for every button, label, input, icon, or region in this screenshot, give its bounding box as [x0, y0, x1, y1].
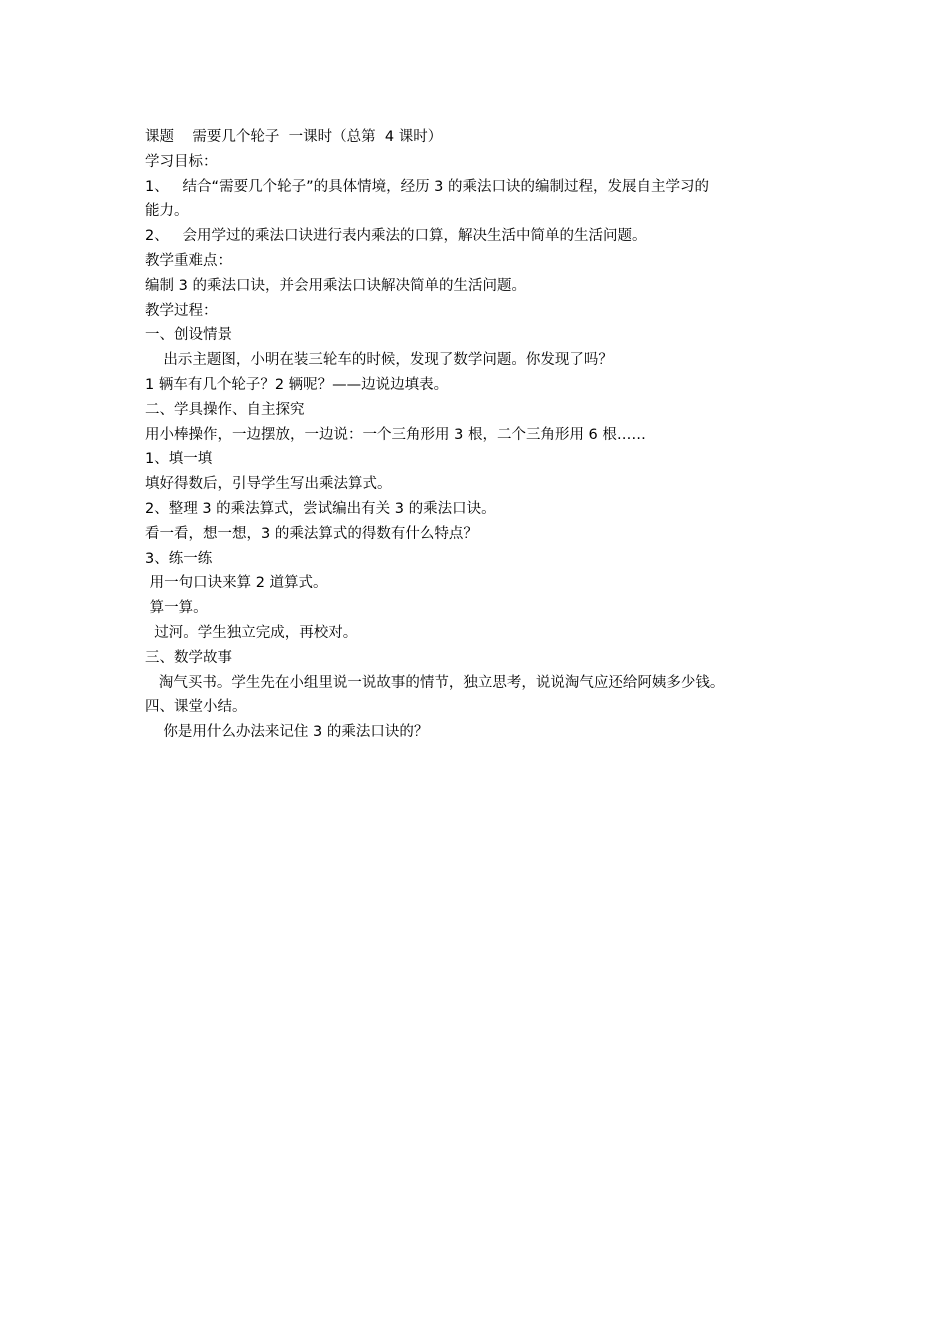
step-1-text: 出示主题图，小明在装三轮车的时候，发现了数学问题。你发现了吗？: [145, 352, 613, 369]
step-2-text: 用小棒操作，一边摆放，一边说：一个三角形用 3 根，二个三角形用 6 根……: [145, 426, 646, 443]
substep-organize-question: 看一看，想一想，3 的乘法算式的得数有什么特点？: [145, 525, 478, 542]
substep-fill-text: 填好得数后，引导学生写出乘法算式。: [145, 476, 392, 493]
practice-item-1: 用一句口诀来算 2 道算式。: [145, 575, 328, 592]
step-4-text: 你是用什么办法来记住 3 的乘法口诀的？: [145, 724, 429, 741]
step-3-heading: 三、数学故事: [145, 649, 232, 666]
practice-item-2: 算一算。: [145, 600, 208, 617]
step-3-text: 淘气买书。学生先在小组里说一说故事的情节，独立思考，说说淘气应还给阿姨多少钱。: [145, 674, 725, 691]
section-heading-objectives: 学习目标：: [145, 153, 218, 170]
objective-2: 2、 会用学过的乘法口诀进行表内乘法的口算，解决生活中简单的生活问题。: [145, 228, 647, 245]
lesson-plan-text: [145, 125, 825, 745]
step-1-heading: 一、创设情景: [145, 327, 232, 344]
substep-organize: 2、整理 3 的乘法算式，尝试编出有关 3 的乘法口诀。: [145, 500, 496, 517]
practice-item-3: 过河。学生独立完成，再校对。: [145, 624, 358, 641]
step-4-heading: 四、课堂小结。: [145, 699, 247, 716]
step-2-heading: 二、学具操作、自主探究: [145, 401, 305, 418]
substep-fill-heading: 1、填一填: [145, 451, 213, 468]
key-points-text: 编制 3 的乘法口诀，并会用乘法口诀解决简单的生活问题。: [145, 277, 526, 294]
lesson-title: 课题 需要几个轮子 一课时（总第 4 课时）: [145, 129, 443, 145]
section-heading-key-points: 教学重难点：: [145, 252, 232, 269]
section-heading-process: 教学过程：: [145, 302, 218, 319]
substep-practice-heading: 3、练一练: [145, 550, 213, 567]
objective-1-line-2: 能力。: [145, 203, 189, 220]
objective-1-line-1: 1、 结合“需要几个轮子”的具体情境，经历 3 的乘法口诀的编制过程，发展自主学习的: [145, 178, 710, 195]
step-1-question: 1 辆车有几个轮子？2 辆呢？——边说边填表。: [145, 376, 449, 393]
